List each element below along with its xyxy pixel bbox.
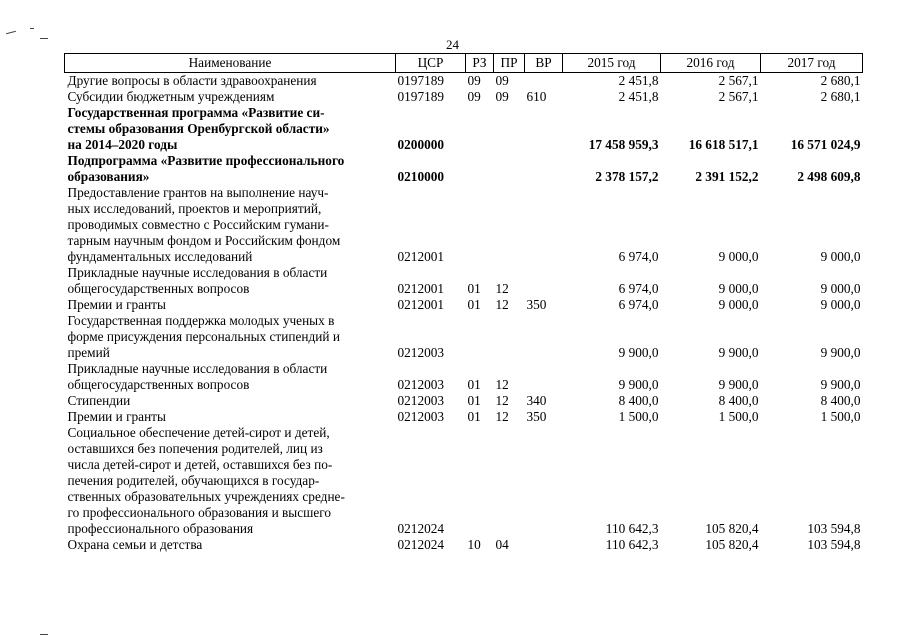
row-pr: 12	[495, 409, 509, 424]
row-2016: 2 567,1	[718, 89, 759, 104]
row-name-line: ных исследований, проектов и мероприятий,	[67, 201, 322, 216]
row-2015: 2 451,8	[618, 89, 659, 104]
row-2017: 8 400,0	[820, 393, 861, 408]
row-vr: 610	[526, 89, 547, 104]
row-pr: 04	[495, 537, 509, 552]
row-name-line: на 2014–2020 годы	[67, 137, 178, 152]
row-2017: 1 500,0	[820, 409, 861, 424]
row-2015: 6 974,0	[618, 249, 659, 264]
row-vr: 350	[526, 409, 547, 424]
row-pr	[494, 105, 525, 153]
row-2015: 110 642,3	[605, 537, 659, 552]
header-2015: 2015 год	[563, 54, 661, 73]
row-csr: 0212003	[397, 393, 445, 408]
row-name	[65, 537, 396, 553]
row-name-line: профессионального образования	[67, 521, 254, 536]
page-number: 24	[446, 37, 459, 52]
header-rz: РЗ	[466, 54, 494, 73]
row-2016: 105 820,4	[705, 537, 759, 552]
row-name	[65, 425, 396, 537]
row-2017: 9 000,0	[820, 281, 861, 296]
row-name-line: Подпрограмма «Развитие профессионального	[67, 153, 345, 168]
row-2017: 2 680,1	[820, 73, 861, 88]
row-2017: 9 900,0	[820, 377, 861, 392]
row-name-line: фундаментальных исследований	[67, 249, 253, 264]
row-vr	[525, 153, 563, 185]
row-2016: 2 567,1	[718, 73, 759, 88]
row-name-line: общегосударственных вопросов	[67, 281, 250, 296]
row-rz: 01	[467, 393, 481, 408]
row-pr: 12	[495, 393, 509, 408]
row-pr	[494, 425, 525, 537]
row-name-line: ственных образовательных учреждениях средне-	[67, 489, 345, 504]
row-csr: 0200000	[397, 137, 445, 152]
row-2016: 9 900,0	[718, 345, 759, 360]
row-name	[65, 361, 396, 393]
row-name-line: Государственная поддержка молодых ученых в	[67, 313, 335, 328]
row-2016: 1 500,0	[718, 409, 759, 424]
row-name-line: оставшихся без попечения родителей, лиц из	[67, 441, 323, 456]
row-2016: 9 000,0	[718, 281, 759, 296]
table-header-row	[65, 54, 863, 73]
row-rz	[466, 313, 494, 361]
row-name-line: го профессионального образования и высшего	[67, 505, 332, 520]
row-2017: 2 680,1	[820, 89, 861, 104]
row-name-line: Прикладные научные исследования в области	[67, 265, 328, 280]
table-row	[65, 425, 863, 537]
row-csr: 0212001	[397, 297, 445, 312]
row-name-line: числа детей-сирот и детей, оставшихся без по-	[67, 457, 333, 472]
row-csr: 0197189	[397, 73, 445, 88]
row-csr: 0210000	[397, 169, 445, 184]
table-row	[65, 89, 863, 105]
row-rz: 01	[467, 377, 481, 392]
row-name-line: Субсидии бюджетным учреждениям	[67, 89, 275, 104]
row-vr	[525, 537, 563, 553]
row-2017: 103 594,8	[807, 537, 861, 552]
row-2015: 6 974,0	[618, 281, 659, 296]
row-name-line: Государственная программа «Развитие си-	[67, 105, 325, 120]
row-name	[65, 105, 396, 153]
row-name-line: печения родителей, обучающихся в государ-	[67, 473, 320, 488]
header-pr: ПР	[494, 54, 525, 73]
row-pr: 12	[495, 377, 509, 392]
row-2015: 17 458 959,3	[588, 137, 659, 152]
row-name-line: образования»	[67, 169, 150, 184]
scan-mark	[30, 28, 34, 29]
row-2016: 16 618 517,1	[688, 137, 759, 152]
row-name-line: Социальное обеспечение детей-сирот и детей,	[67, 425, 330, 440]
row-2016: 9 000,0	[718, 249, 759, 264]
row-name-line: общегосударственных вопросов	[67, 377, 250, 392]
row-rz: 10	[467, 537, 481, 552]
row-2016: 105 820,4	[705, 521, 759, 536]
row-pr: 12	[495, 281, 509, 296]
row-pr: 12	[495, 297, 509, 312]
budget-table	[64, 53, 863, 553]
row-rz: 09	[467, 73, 481, 88]
table-row	[65, 185, 863, 265]
row-2015: 2 451,8	[618, 73, 659, 88]
row-name-line: стемы образования Оренбургской области»	[67, 121, 330, 136]
row-rz	[466, 425, 494, 537]
row-2015: 2 378 157,2	[595, 169, 659, 184]
row-pr	[494, 313, 525, 361]
row-2016: 9 000,0	[718, 297, 759, 312]
table-body	[65, 73, 863, 554]
table-row	[65, 537, 863, 553]
row-name	[65, 393, 396, 409]
row-name-line: проводимых совместно с Российским гумани-	[67, 217, 329, 232]
row-rz: 01	[467, 297, 481, 312]
row-pr	[494, 153, 525, 185]
table-row	[65, 313, 863, 361]
row-name	[65, 89, 396, 105]
row-name	[65, 265, 396, 297]
row-rz: 09	[467, 89, 481, 104]
table-row	[65, 105, 863, 153]
row-vr	[525, 313, 563, 361]
row-2016: 2 391 152,2	[695, 169, 759, 184]
scan-mark	[6, 31, 16, 35]
row-csr: 0212001	[397, 249, 445, 264]
header-2016: 2016 год	[661, 54, 761, 73]
row-2015: 9 900,0	[618, 345, 659, 360]
row-csr: 0212003	[397, 409, 445, 424]
table-row	[65, 393, 863, 409]
table-row	[65, 361, 863, 393]
row-name-line: Прикладные научные исследования в области	[67, 361, 328, 376]
row-2017: 9 000,0	[820, 249, 861, 264]
table-row	[65, 73, 863, 90]
header-name: Наименование	[65, 54, 396, 73]
table-row	[65, 153, 863, 185]
row-2016: 8 400,0	[718, 393, 759, 408]
row-csr: 0212024	[397, 537, 445, 552]
row-name	[65, 185, 396, 265]
row-name	[65, 153, 396, 185]
table-row	[65, 409, 863, 425]
row-2015: 110 642,3	[605, 521, 659, 536]
header-csr: ЦСР	[396, 54, 466, 73]
row-csr: 0212001	[397, 281, 445, 296]
row-vr	[525, 361, 563, 393]
table-row	[65, 297, 863, 313]
row-2016: 9 900,0	[718, 377, 759, 392]
row-name	[65, 73, 396, 90]
row-vr	[525, 185, 563, 265]
row-name-line: премий	[67, 345, 110, 360]
row-name-line: Премии и гранты	[67, 297, 166, 312]
scan-mark	[40, 634, 48, 635]
row-rz	[466, 185, 494, 265]
row-2015: 1 500,0	[618, 409, 659, 424]
header-vr: ВР	[525, 54, 563, 73]
row-pr	[494, 185, 525, 265]
row-vr	[525, 105, 563, 153]
row-rz: 01	[467, 281, 481, 296]
row-name-line: Предоставление грантов на выполнение науч-	[67, 185, 329, 200]
row-vr	[525, 73, 563, 90]
row-vr	[525, 425, 563, 537]
row-rz	[466, 153, 494, 185]
header-2017: 2017 год	[761, 54, 863, 73]
row-rz: 01	[467, 409, 481, 424]
row-name-line: Другие вопросы в области здравоохранения	[67, 73, 317, 88]
row-2017: 103 594,8	[807, 521, 861, 536]
row-csr: 0212024	[397, 521, 445, 536]
row-2017: 9 900,0	[820, 345, 861, 360]
row-2017: 2 498 609,8	[797, 169, 861, 184]
row-pr: 09	[495, 73, 509, 88]
table-row	[65, 265, 863, 297]
row-rz	[466, 105, 494, 153]
scan-mark	[40, 38, 48, 39]
row-vr: 340	[526, 393, 547, 408]
row-pr: 09	[495, 89, 509, 104]
row-name	[65, 313, 396, 361]
row-2017: 9 000,0	[820, 297, 861, 312]
row-csr: 0212003	[397, 345, 445, 360]
row-csr: 0212003	[397, 377, 445, 392]
row-name-line: Премии и гранты	[67, 409, 166, 424]
row-name	[65, 409, 396, 425]
row-2017: 16 571 024,9	[790, 137, 861, 152]
row-2015: 9 900,0	[618, 377, 659, 392]
row-name-line: тарным научным фондом и Российским фондом	[67, 233, 341, 248]
row-name-line: форме присуждения персональных стипендий и	[67, 329, 340, 344]
row-name-line: Охрана семьи и детства	[67, 537, 203, 552]
row-name	[65, 297, 396, 313]
row-csr: 0197189	[397, 89, 445, 104]
row-name-line: Стипендии	[67, 393, 131, 408]
row-2015: 6 974,0	[618, 297, 659, 312]
row-vr: 350	[526, 297, 547, 312]
row-2015: 8 400,0	[618, 393, 659, 408]
row-vr	[525, 265, 563, 297]
